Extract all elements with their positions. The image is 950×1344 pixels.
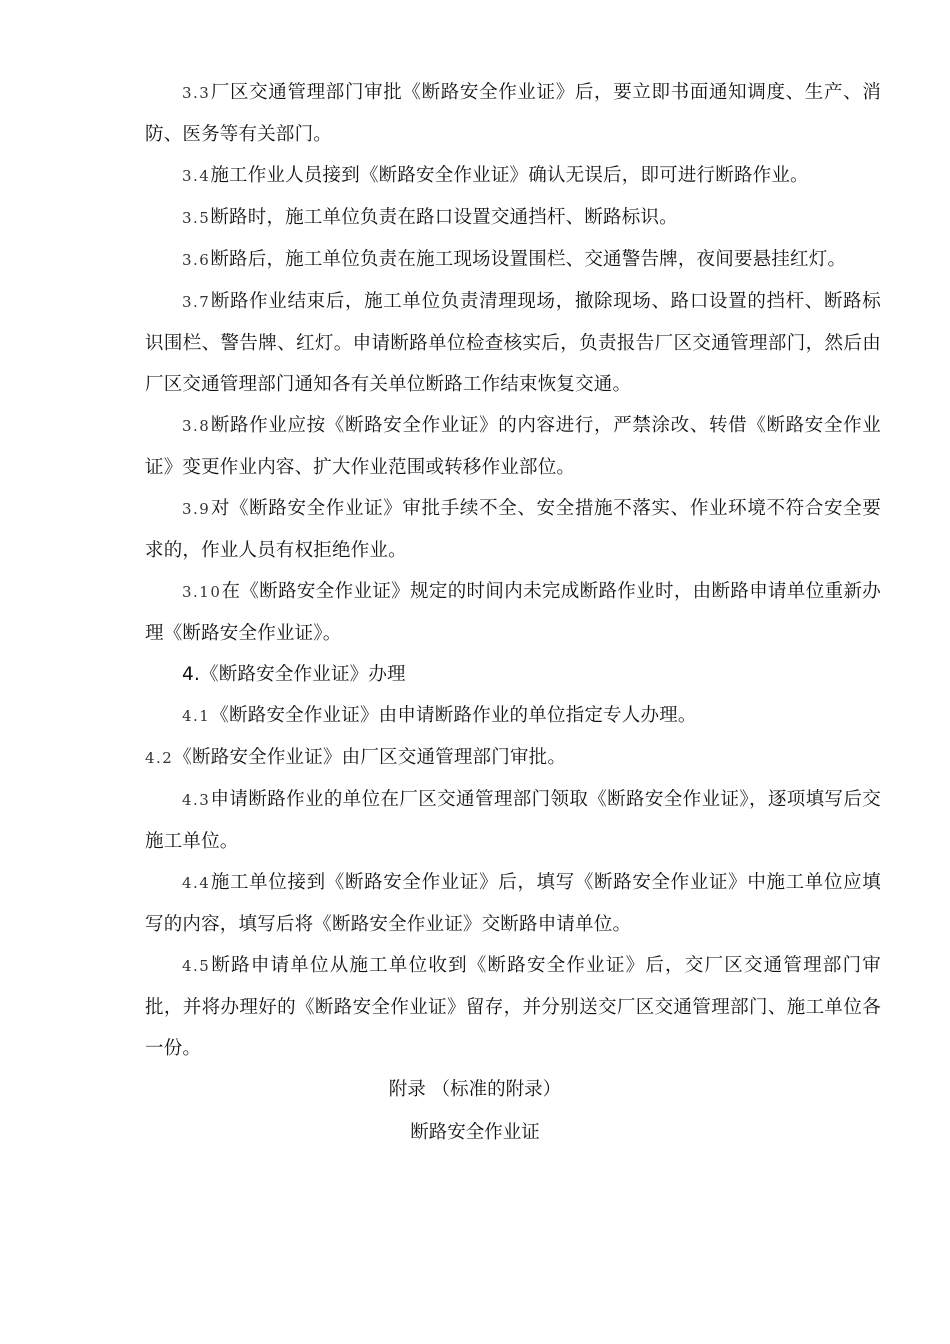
clause-number: 3.3 — [182, 84, 211, 102]
paragraph-3-9 — [145, 488, 881, 571]
paragraph-4-2 — [145, 737, 881, 779]
clause-text: 断路作业应按《断路安全作业证》的内容进行，严禁涂改、转借《断路安全作业证》变更作业内容、扩大作业范围或转移作业部位。 — [145, 415, 881, 478]
paragraph-4-5 — [145, 945, 881, 1069]
clause-number: 4.4 — [182, 874, 211, 892]
clause-text: 断路作业结束后，施工单位负责清理现场，撤除现场、路口设置的挡杆、断路标识围栏、警告牌、红灯。申请断路单位检查核实后，负责报告厂区交通管理部门，然后由厂区交通管理部门通知各有关单位断路工作结束恢复交通。 — [145, 291, 881, 395]
clause-number: 3.10 — [182, 583, 222, 601]
paragraph-3-4 — [145, 155, 881, 197]
paragraph-3-7 — [145, 281, 881, 405]
clause-number: 3.5 — [182, 209, 211, 227]
document-body — [145, 72, 881, 1069]
clause-number: 4.5 — [182, 957, 211, 975]
clause-text: 申请断路作业的单位在厂区交通管理部门领取《断路安全作业证》，逐项填写后交施工单位。 — [145, 789, 881, 852]
clause-number: 4.3 — [182, 791, 211, 809]
clause-text: 断路申请单位从施工单位收到《断路安全作业证》后，交厂区交通管理部门审批，并将办理好的《断路安全作业证》留存，并分别送交厂区交通管理部门、施工单位各一份。 — [145, 955, 881, 1059]
clause-text: 对《断路安全作业证》审批手续不全、安全措施不落实、作业环境不符合安全要求的，作业人员有权拒绝作业。 — [145, 498, 881, 561]
clause-text: 断路时，施工单位负责在路口设置交通挡杆、断路标识。 — [210, 207, 678, 228]
paragraph-3-6 — [145, 239, 881, 281]
paragraph-3-5 — [145, 197, 881, 239]
clause-text: 《断路安全作业证》由申请断路作业的单位指定专人办理。 — [210, 705, 697, 726]
clause-text: 施工单位接到《断路安全作业证》后，填写《断路安全作业证》中施工单位应填写的内容，填写后将《断路安全作业证》交断路申请单位。 — [145, 872, 881, 935]
paragraph-4-4 — [145, 862, 881, 945]
paragraph-4-1 — [145, 695, 881, 737]
section-4-heading: 4.《断路安全作业证》办理 — [182, 664, 406, 685]
clause-text: 在《断路安全作业证》规定的时间内未完成断路作业时，由断路申请单位重新办理《断路安全作业证》。 — [145, 581, 881, 644]
appendix-subtitle: 断路安全作业证 — [410, 1122, 540, 1143]
clause-text: 断路后，施工单位负责在施工现场设置围栏、交通警告牌，夜间要悬挂红灯。 — [210, 249, 847, 270]
clause-number: 3.6 — [182, 251, 211, 269]
paragraph-3-8 — [145, 405, 881, 488]
clause-number: 3.7 — [182, 293, 211, 311]
paragraph-3-10 — [145, 571, 881, 654]
appendix-title: 附录 （标准的附录） — [388, 1079, 562, 1100]
clause-number: 3.8 — [182, 417, 211, 435]
clause-number: 4.2 — [145, 749, 174, 767]
clause-text: 《断路安全作业证》由厂区交通管理部门审批。 — [173, 747, 567, 768]
clause-number: 3.9 — [182, 500, 211, 518]
clause-text: 施工作业人员接到《断路安全作业证》确认无误后，即可进行断路作业。 — [210, 165, 809, 186]
clause-number: 3.4 — [182, 167, 211, 185]
paragraph-4-3 — [145, 779, 881, 862]
paragraph-3-3 — [145, 72, 881, 155]
clause-text: 厂区交通管理部门审批《断路安全作业证》后，要立即书面通知调度、生产、消防、医务等有关部门。 — [145, 82, 881, 145]
clause-number: 4.1 — [182, 707, 211, 725]
